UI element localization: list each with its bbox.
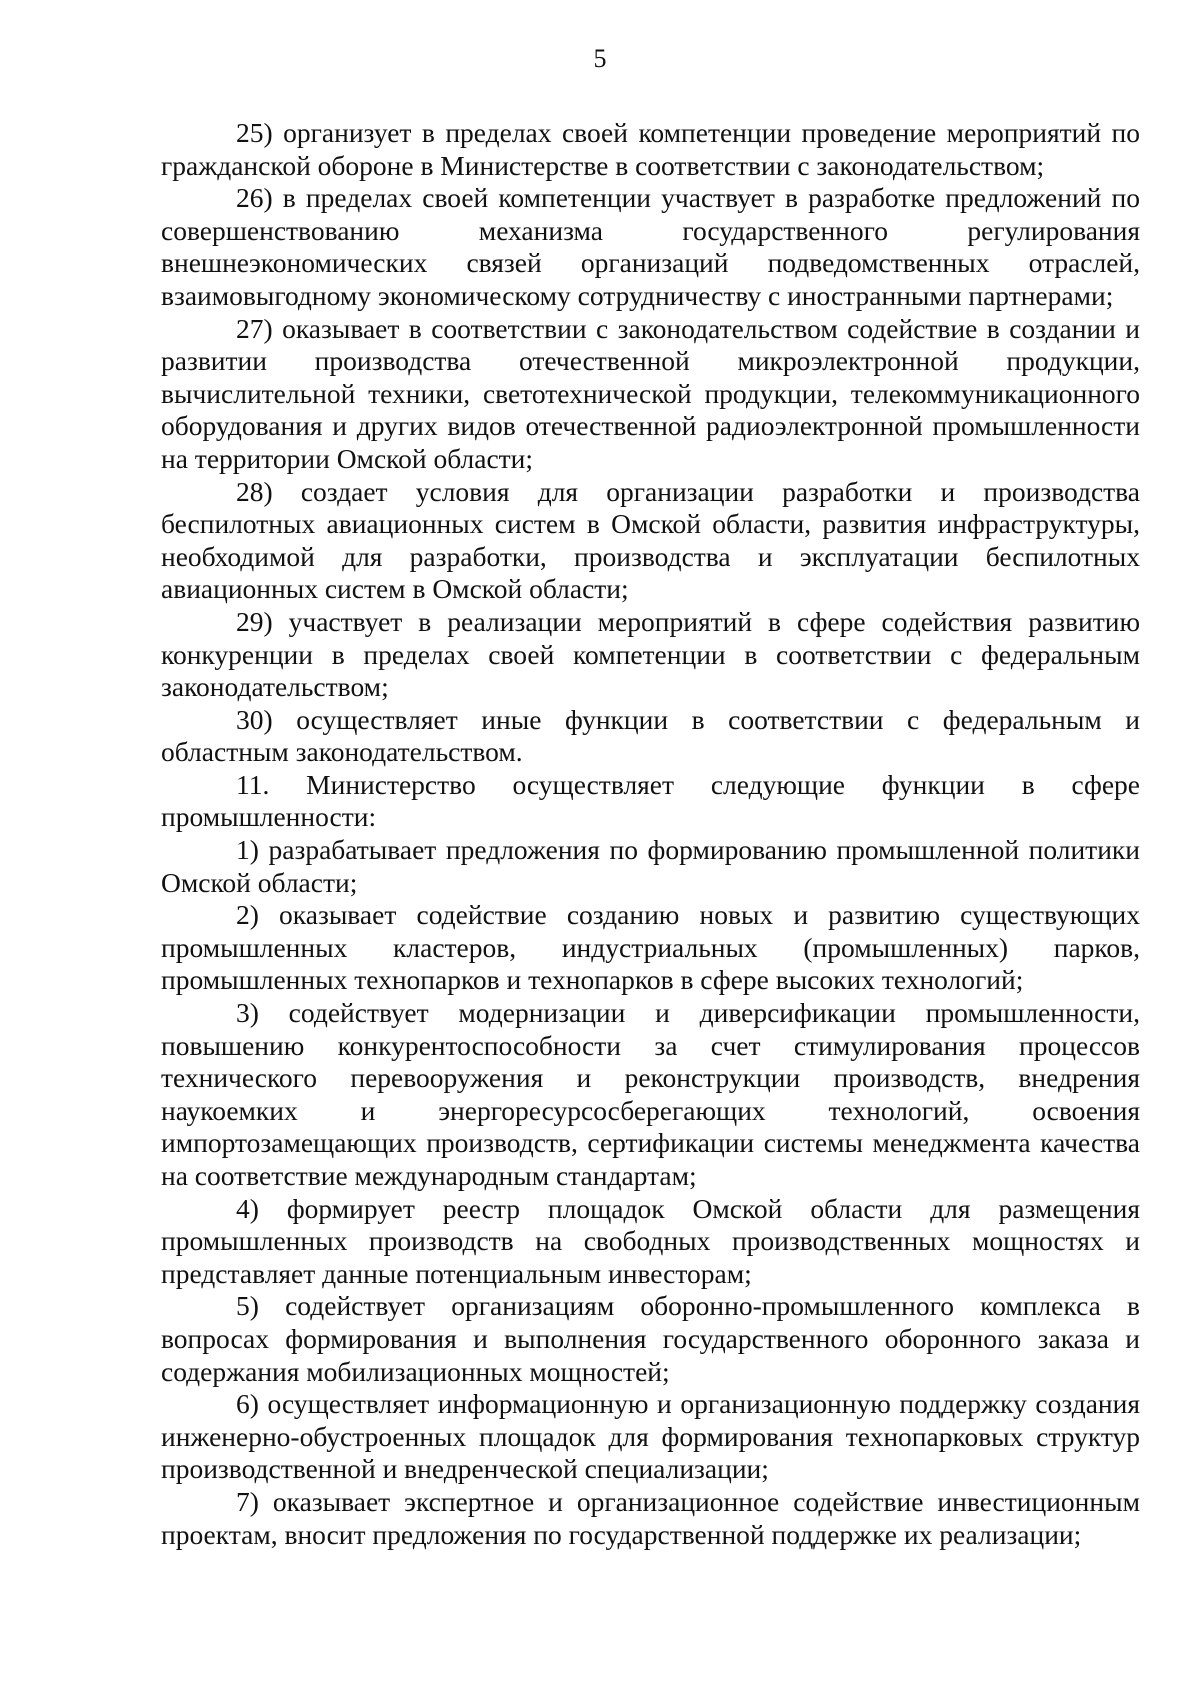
page-number: 5 — [593, 44, 607, 73]
paragraph-item-29: 29) участвует в реализации мероприятий в сфере содействия развитию конкуренции в пределах своей компетенции в соответствии с федеральным законодательством; — [161, 605, 1140, 703]
paragraph-item-3: 3) содействует модернизации и диверсификации промышленности, повышению конкурентоспособности за счет стимулирования процессов технического перевооружения и реконструкции производств, внедрения наукоемких и энергоресурсосберегающих технологий, освоения импортозамещающих производств, сертификации системы менеджмента качества на соответствие международным стандартам; — [161, 997, 1140, 1191]
document-body — [161, 117, 1140, 1551]
paragraph-item-28: 28) создает условия для организации разработки и производства беспилотных авиационных систем в Омской области, развития инфраструктуры, необходимой для разработки, производства и эксплуатации беспилотных авиационных систем в Омской области; — [161, 475, 1140, 605]
paragraph-item-27: 27) оказывает в соответствии с законодательством содействие в создании и развитии производства отечественной микроэлектронной продукции, вычислительной техники, светотехнической продукции, телекоммуникационного оборудования и других видов отечественной радиоэлектронной промышленности на территории Омской области; — [161, 312, 1140, 474]
paragraph-item-6: 6) осуществляет информационную и организационную поддержку создания инженерно-обустроенных площадок для формирования технопарковых структур производственной и внедренческой специализации; — [161, 1388, 1140, 1485]
paragraph-item-5: 5) содействует организациям оборонно-промышленного комплекса в вопросах формирования и выполнения государственного оборонного заказа и содержания мобилизационных мощностей; — [161, 1290, 1140, 1387]
paragraph-item-26: 26) в пределах своей компетенции участвует в разработке предложений по совершенствованию механизма государственного регулирования внешнеэкономических связей организаций подведомственных отраслей, взаимовыгодному экономическому сотрудничеству с иностранными партнерами; — [161, 182, 1140, 311]
paragraph-item-7: 7) оказывает экспертное и организационное содействие инвестиционным проектам, вносит предложения по государственной поддержке их реализации; — [161, 1485, 1140, 1550]
paragraph-item-25: 25) организует в пределах своей компетенции проведение мероприятий по гражданской обороне в Министерстве в соответствии с законодательством; — [161, 117, 1140, 181]
paragraph-item-1: 1) разрабатывает предложения по формированию промышленной политики Омской области; — [161, 834, 1140, 898]
paragraph-item-30: 30) осуществляет иные функции в соответствии с федеральным и областным законодательством. — [161, 703, 1140, 768]
paragraph-item-2: 2) оказывает содействие созданию новых и развитию существующих промышленных кластеров, индустриальных (промышленных) парков, промышленных технопарков и технопарков в сфере высоких технологий; — [161, 899, 1140, 996]
paragraph-item-4: 4) формирует реестр площадок Омской области для размещения промышленных производств на свободных производственных мощностях и представляет данные потенциальным инвесторам; — [161, 1192, 1140, 1289]
section-11-heading: 11. Министерство осуществляет следующие функции в сфере промышленности: — [161, 768, 1140, 833]
